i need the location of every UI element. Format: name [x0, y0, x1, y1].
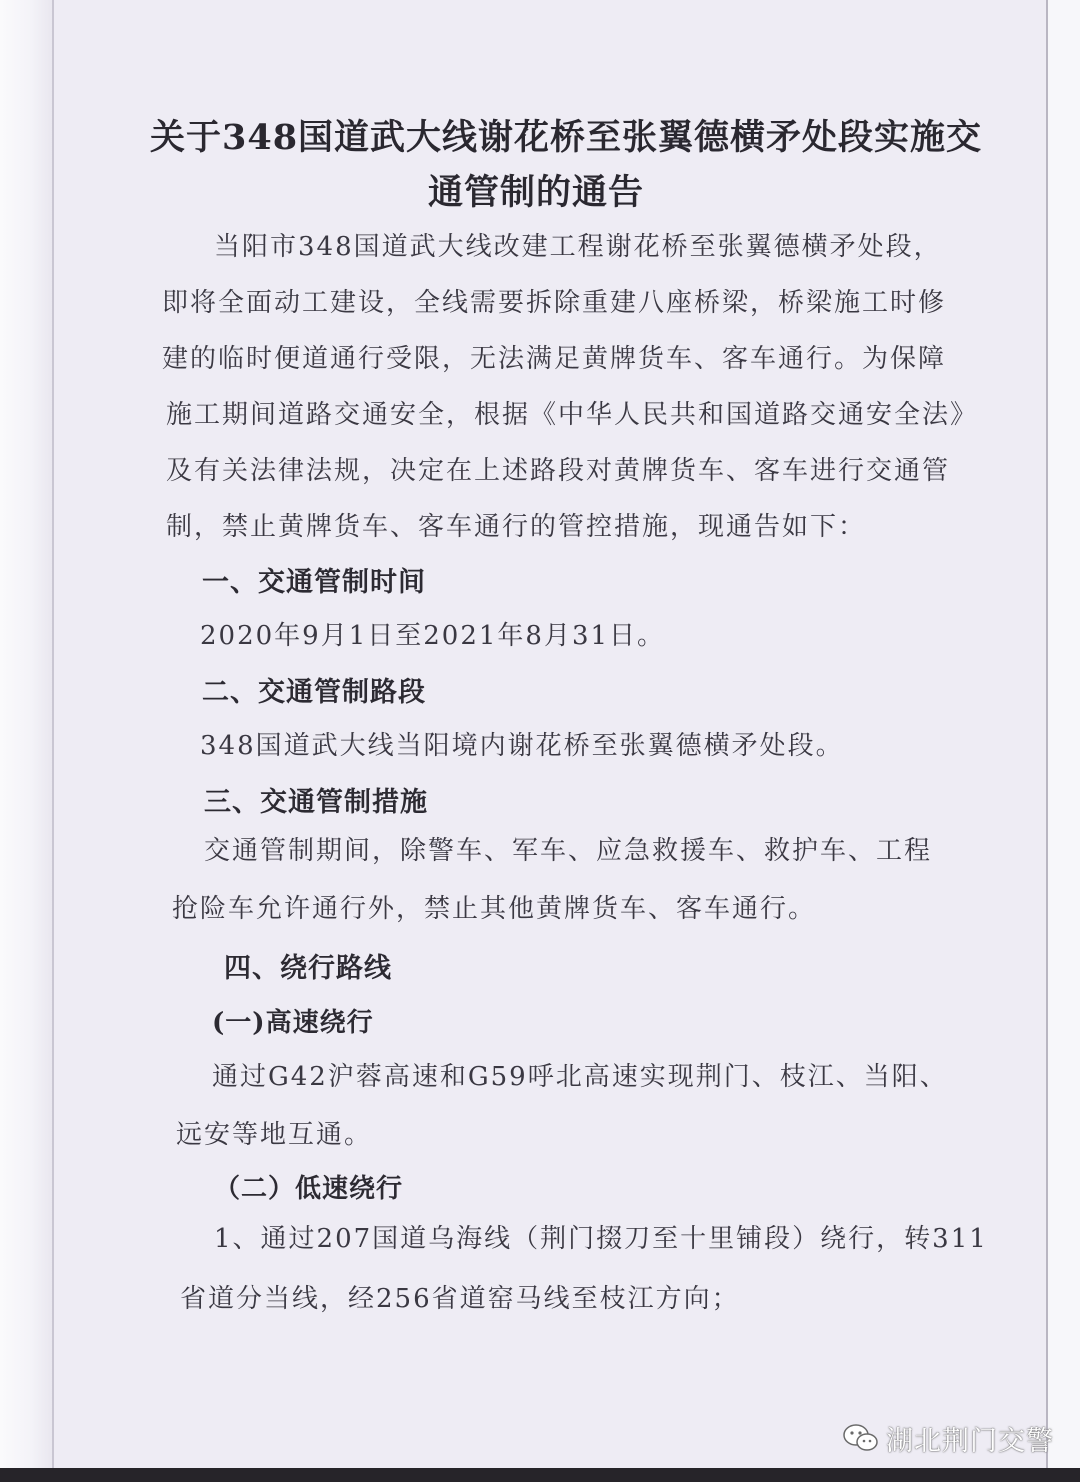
document-title-line-2: 通管制的通告: [428, 172, 645, 213]
section-2-text: 348国道武大线当阳境内谢花桥至张翼德横矛处段。: [200, 731, 844, 761]
section-3-heading: 三、交通管制措施: [204, 787, 428, 818]
intro-line-5: 及有关法律法规，决定在上述路段对黄牌货车、客车进行交通管: [166, 456, 951, 486]
section-3-line-1: 交通管制期间，除警车、军车、应急救援车、救护车、工程: [204, 836, 933, 866]
intro-line-1: 当阳市348国道武大线改建工程谢花桥至张翼德横矛处段，: [214, 232, 942, 262]
right-scan-margin: [1048, 0, 1080, 1482]
subsection-2-line-1: 1、通过207国道乌海线（荆门掇刀至十里铺段）绕行，转311: [214, 1224, 988, 1254]
section-3-line-2: 抢险车允许通行外，禁止其他黄牌货车、客车通行。: [172, 894, 817, 924]
section-4-heading: 四、绕行路线: [224, 953, 392, 984]
intro-line-6: 制，禁止黄牌货车、客车通行的管控措施，现通告如下：: [166, 512, 867, 542]
intro-line-3: 建的临时便道通行受限，无法满足黄牌货车、客车通行。为保障: [162, 344, 947, 374]
left-scan-shadow: [0, 0, 52, 1482]
section-1-text: 2020年9月1日至2021年8月31日。: [200, 621, 666, 651]
subsection-1-line-1: 通过G42沪蓉高速和G59呼北高速实现荆门、枝江、当阳、: [212, 1062, 948, 1092]
scan-bottom-border: [0, 1468, 1080, 1482]
subsection-2-line-2: 省道分当线，经256省道窑马线至枝江方向；: [180, 1284, 740, 1314]
wechat-icon: [842, 1423, 880, 1453]
intro-line-2: 即将全面动工建设，全线需要拆除重建八座桥梁，桥梁施工时修: [162, 288, 947, 318]
section-2-heading: 二、交通管制路段: [202, 677, 426, 708]
section-1-heading: 一、交通管制时间: [202, 567, 426, 598]
document-title-line-1: 关于348国道武大线谢花桥至张翼德横矛处段实施交: [150, 117, 983, 158]
subsection-2-heading: （二）低速绕行: [214, 1174, 404, 1204]
wechat-watermark: [842, 1418, 1054, 1458]
subsection-1-heading: (一)高速绕行: [212, 1008, 374, 1038]
watermark-text: 湖北荆门交警: [886, 1425, 1054, 1457]
subsection-1-line-2: 远安等地互通。: [176, 1120, 373, 1150]
intro-line-4: 施工期间道路交通安全，根据《中华人民共和国道路交通安全法》: [166, 400, 979, 430]
